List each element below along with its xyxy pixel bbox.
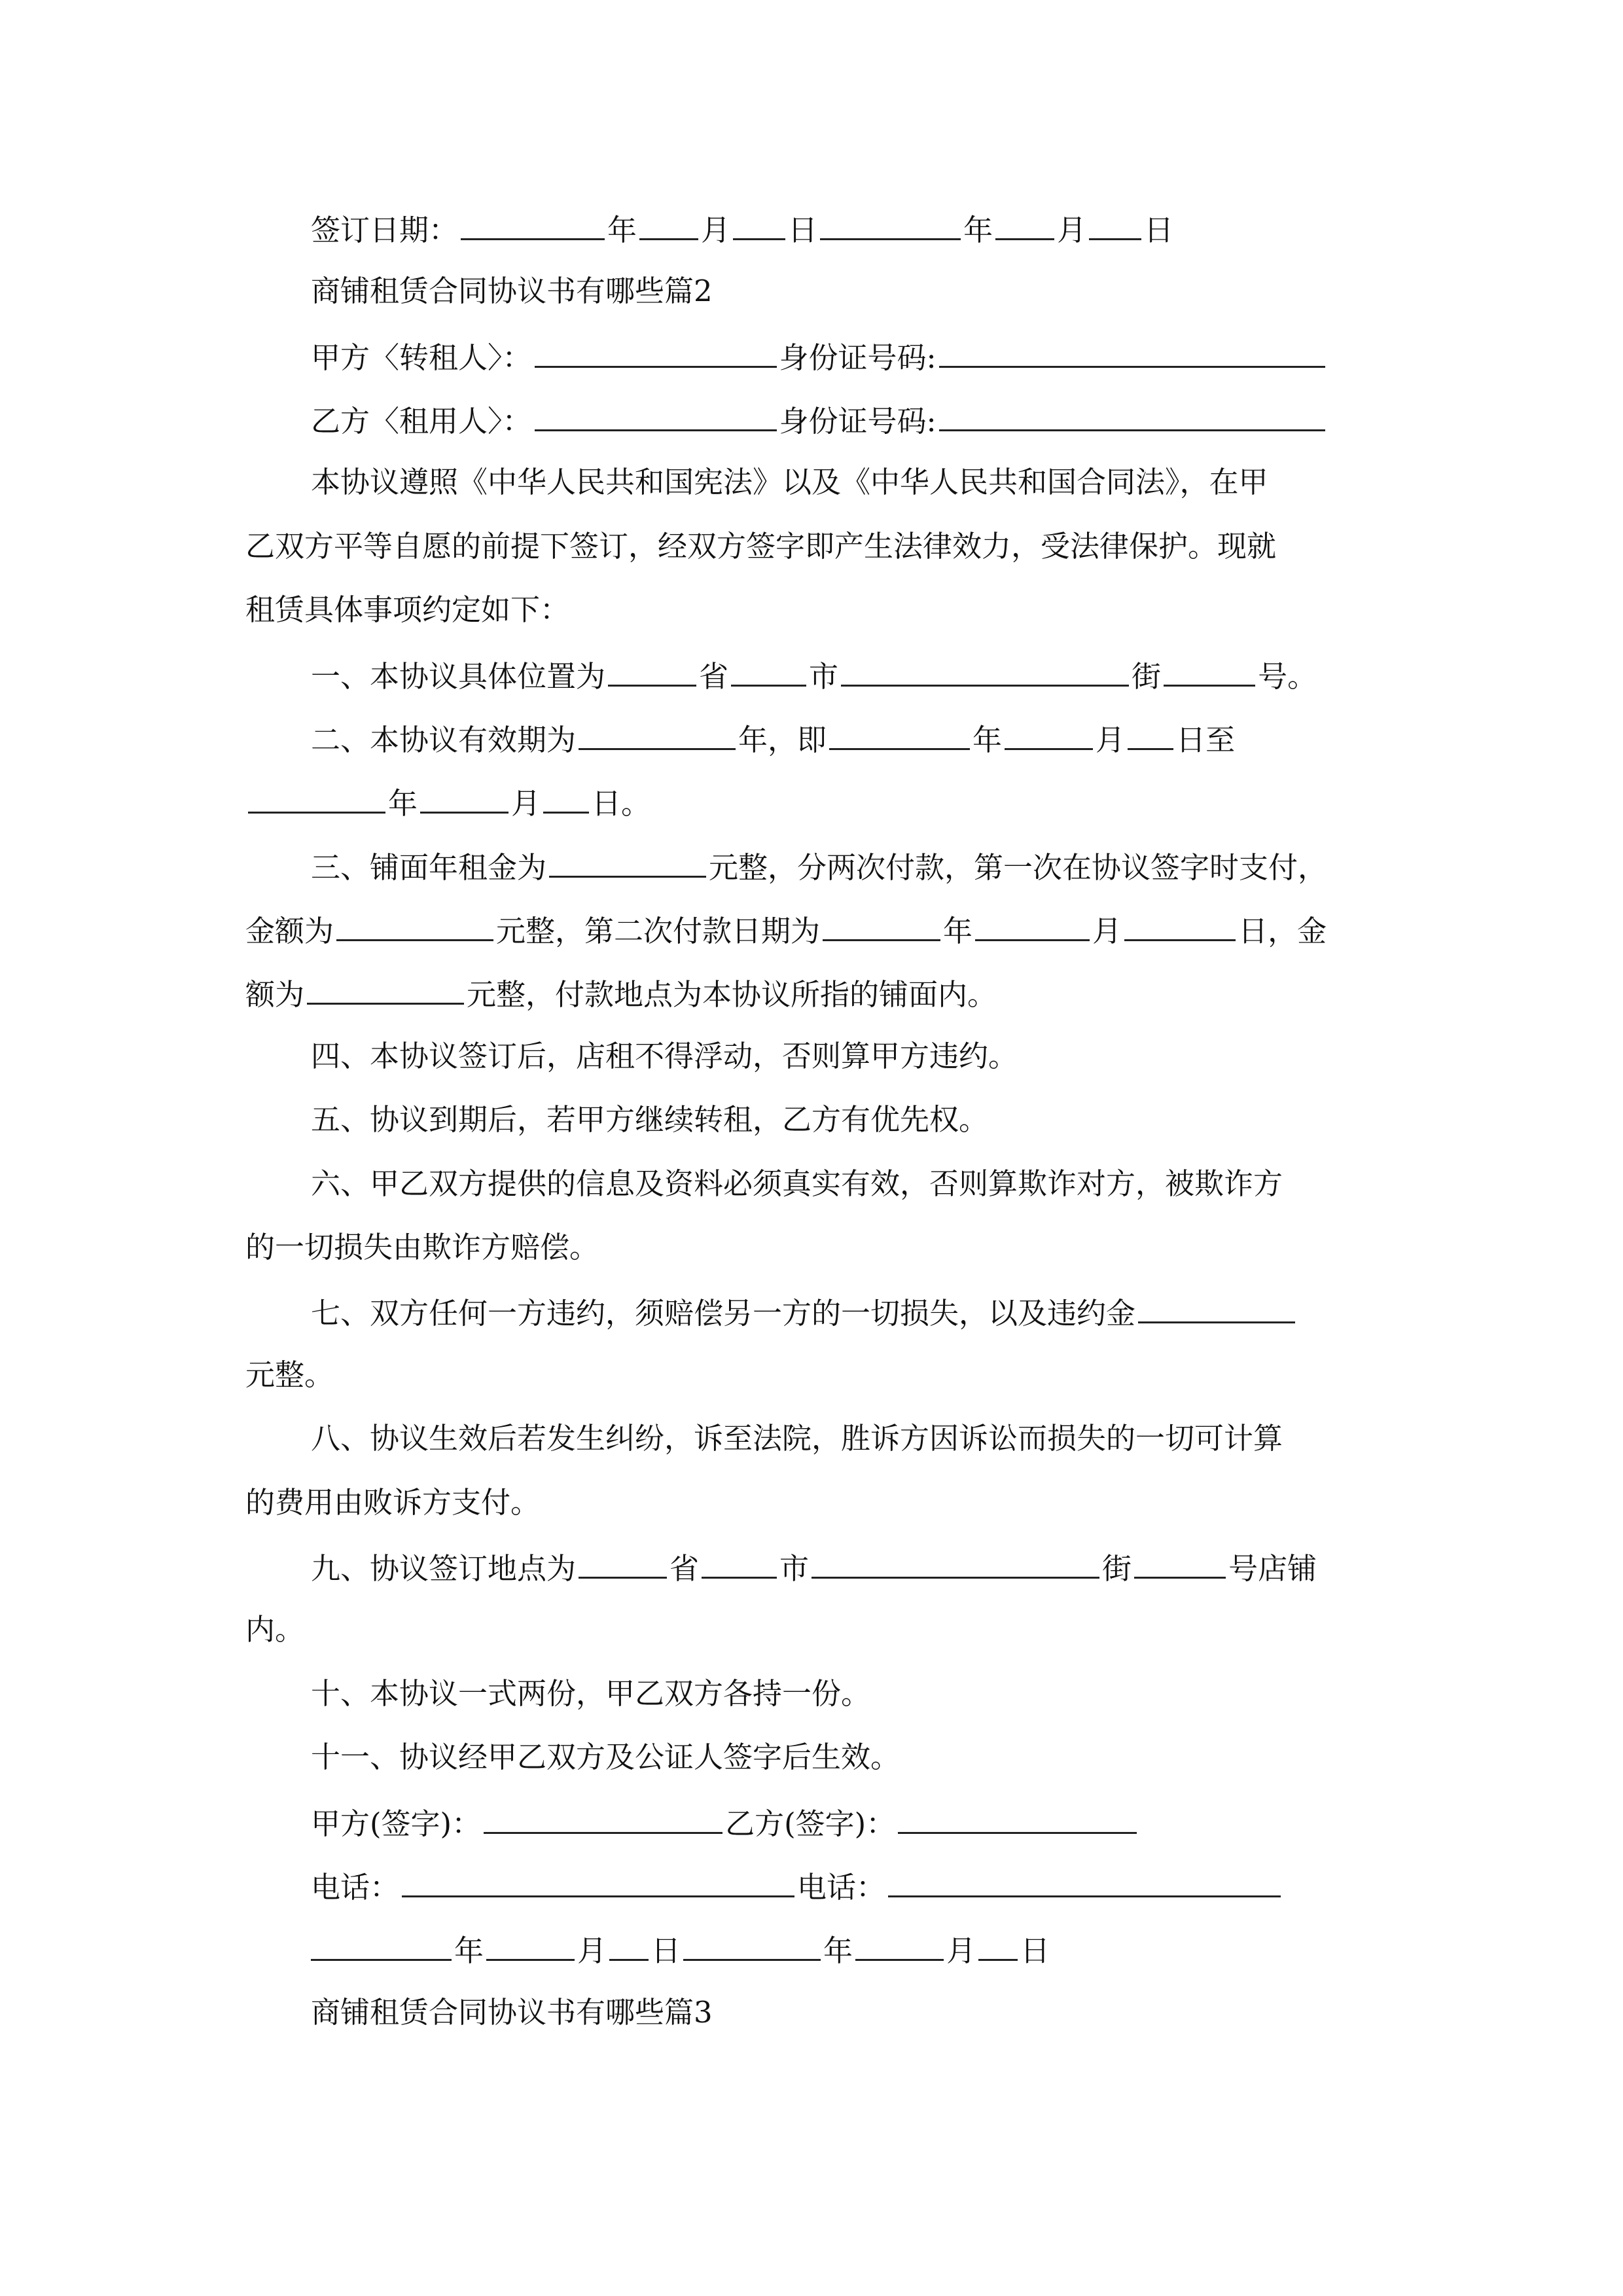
province-label: 省 (699, 659, 729, 694)
party-a-line (311, 336, 1378, 375)
clause-3-text: 额为 (245, 977, 305, 1012)
signature-line (311, 1802, 1378, 1841)
clause-3-text: 金额为 (245, 914, 334, 948)
clause-2-text: 日至 (1176, 723, 1236, 757)
clause-11: 十一、协议经甲乙双方及公证人签字后生效。 (311, 1740, 901, 1774)
clause-8-line-2: 的费用由败诉方支付。 (245, 1485, 541, 1520)
year-label: 年 (963, 213, 993, 247)
month-label: 月 (946, 1933, 976, 1968)
party-a-phone-field[interactable] (402, 1865, 794, 1897)
day-label: 日。 (592, 786, 651, 821)
section-title-2: 商铺租赁合同协议书有哪些篇2 (311, 274, 713, 308)
blank-field[interactable] (733, 208, 785, 240)
year-label: 年 (823, 1933, 853, 1968)
clause-2-line-2 (245, 781, 1378, 821)
blank-field[interactable] (812, 1547, 1099, 1579)
clause-3-text: 日，金 (1238, 914, 1327, 948)
clause-10: 十、本协议一式两份，甲乙双方各持一份。 (311, 1676, 871, 1711)
party-a-name-field[interactable] (535, 336, 777, 368)
blank-field[interactable] (702, 1547, 777, 1579)
clause-9-text: 九、协议签订地点为 (311, 1551, 577, 1586)
clause-9-line-1 (311, 1547, 1378, 1586)
day-label: 日 (1144, 213, 1174, 247)
blank-field[interactable] (609, 1929, 649, 1961)
city-label: 市 (779, 1551, 810, 1586)
clause-3-text: 三、铺面年租金为 (311, 850, 547, 885)
blank-field[interactable] (639, 208, 698, 240)
party-a-signature-label: 甲方(签字)： (311, 1806, 482, 1841)
signature-date-line (311, 1929, 1378, 1968)
intro-line-3: 租赁具体事项约定如下： (245, 592, 570, 627)
blank-field[interactable] (855, 1929, 944, 1961)
id-number-label: 身份证号码: (779, 404, 936, 439)
rent-amount-field[interactable] (549, 846, 706, 878)
number-label: 号。 (1258, 659, 1317, 694)
blank-field[interactable] (543, 781, 589, 814)
blank-field[interactable] (579, 1547, 667, 1579)
clause-4: 四、本协议签订后，店租不得浮动，否则算甲方违约。 (311, 1039, 1018, 1073)
clause-7-line-1 (311, 1291, 1378, 1331)
penalty-amount-field[interactable] (1138, 1291, 1295, 1323)
blank-field[interactable] (608, 655, 696, 687)
clause-5: 五、协议到期后，若甲方继续转租，乙方有优先权。 (311, 1102, 989, 1137)
blank-field[interactable] (311, 1929, 452, 1961)
street-label: 街 (1102, 1551, 1132, 1586)
blank-field[interactable] (336, 909, 493, 941)
blank-field[interactable] (486, 1929, 575, 1961)
party-b-name-field[interactable] (535, 399, 777, 431)
blank-field[interactable] (841, 655, 1129, 687)
signing-date-line (311, 208, 1378, 247)
clause-2-line-1 (311, 718, 1378, 757)
clause-3-text: 元整，付款地点为本协议所指的铺面内。 (467, 977, 997, 1012)
clause-1 (311, 655, 1378, 694)
month-label: 月 (511, 786, 541, 821)
month-label: 月 (577, 1933, 607, 1968)
blank-field[interactable] (248, 781, 385, 814)
year-label: 年 (943, 914, 973, 948)
party-a-phone-label: 电话： (311, 1870, 400, 1905)
id-number-label: 身份证号码: (779, 340, 936, 375)
clause-1-text: 一、本协议具体位置为 (311, 659, 606, 694)
year-label: 年 (972, 723, 1003, 757)
blank-field[interactable] (1124, 909, 1236, 941)
blank-field[interactable] (683, 1929, 821, 1961)
month-label: 月 (1096, 723, 1126, 757)
clause-2-text: 年，即 (738, 723, 827, 757)
party-b-id-field[interactable] (939, 399, 1325, 431)
section-title-3: 商铺租赁合同协议书有哪些篇3 (311, 1995, 713, 2030)
clause-3-line-3 (245, 973, 1378, 1012)
party-a-signature-field[interactable] (484, 1802, 722, 1834)
party-b-label: 乙方〈租用人〉： (311, 404, 532, 439)
year-label: 年 (454, 1933, 484, 1968)
year-label: 年 (607, 213, 637, 247)
clause-7-line-2: 元整。 (245, 1357, 334, 1392)
month-label: 月 (1057, 213, 1087, 247)
month-label: 月 (701, 213, 731, 247)
month-label: 月 (1092, 914, 1122, 948)
party-b-signature-label: 乙方(签字)： (725, 1806, 896, 1841)
clause-6-line-1: 六、甲乙双方提供的信息及资料必须真实有效，否则算欺诈对方，被欺诈方 (311, 1166, 1283, 1201)
party-b-phone-label: 电话： (797, 1870, 886, 1905)
party-b-signature-field[interactable] (898, 1802, 1137, 1834)
party-b-line (311, 399, 1378, 439)
clause-3-line-1 (311, 846, 1378, 885)
day-label: 日 (788, 213, 818, 247)
party-a-label: 甲方〈转租人〉： (311, 340, 532, 375)
blank-field[interactable] (975, 909, 1090, 941)
clause-9-line-2: 内。 (245, 1612, 305, 1647)
clause-7-text: 七、双方任何一方违约，须赔偿另一方的一切损失，以及违约金 (311, 1296, 1136, 1331)
blank-field[interactable] (1134, 1547, 1226, 1579)
intro-line-1: 本协议遵照《中华人民共和国宪法》以及《中华人民共和国合同法》，在甲 (311, 465, 1268, 499)
day-label: 日 (1020, 1933, 1050, 1968)
party-a-id-field[interactable] (939, 336, 1325, 368)
blank-field[interactable] (1089, 208, 1141, 240)
blank-field[interactable] (829, 718, 970, 750)
phone-line (311, 1865, 1378, 1905)
year-label: 年 (388, 786, 418, 821)
clause-2-text: 二、本协议有效期为 (311, 723, 577, 757)
clause-3-line-2 (245, 909, 1378, 948)
clause-6-line-2: 的一切损失由欺诈方赔偿。 (245, 1230, 599, 1265)
blank-field[interactable] (820, 208, 961, 240)
blank-field[interactable] (1005, 718, 1093, 750)
clause-9-text: 号店铺 (1228, 1551, 1317, 1586)
blank-field[interactable] (461, 208, 605, 240)
clause-3-text: 元整，分两次付款，第一次在协议签字时支付， (709, 850, 1328, 885)
blank-field[interactable] (1164, 655, 1255, 687)
blank-field[interactable] (579, 718, 736, 750)
blank-field[interactable] (823, 909, 940, 941)
blank-field[interactable] (307, 973, 464, 1005)
street-label: 街 (1132, 659, 1162, 694)
signing-date-label: 签订日期： (311, 213, 459, 247)
province-label: 省 (669, 1551, 700, 1586)
day-label: 日 (651, 1933, 681, 1968)
blank-field[interactable] (420, 781, 508, 814)
clause-3-text: 元整，第二次付款日期为 (496, 914, 821, 948)
blank-field[interactable] (995, 208, 1054, 240)
intro-line-2: 乙双方平等自愿的前提下签订，经双方签字即产生法律效力，受法律保护。现就 (245, 529, 1277, 564)
clause-8-line-1: 八、协议生效后若发生纠纷，诉至法院，胜诉方因诉讼而损失的一切可计算 (311, 1421, 1283, 1456)
city-label: 市 (809, 659, 839, 694)
party-b-phone-field[interactable] (888, 1865, 1281, 1897)
blank-field[interactable] (731, 655, 806, 687)
blank-field[interactable] (978, 1929, 1018, 1961)
blank-field[interactable] (1128, 718, 1173, 750)
